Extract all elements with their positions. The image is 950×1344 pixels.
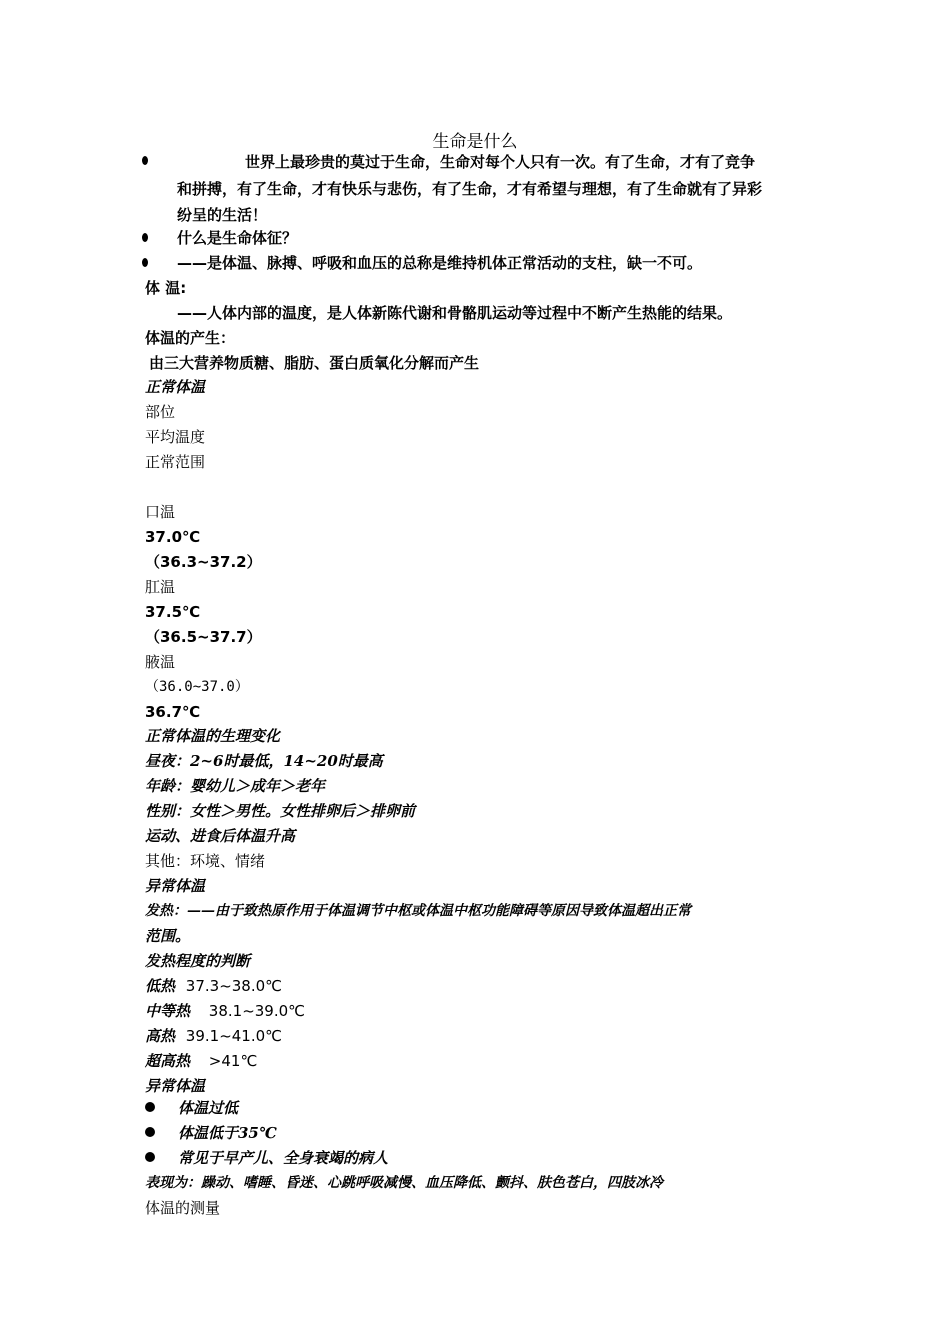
sex-variation: 性别：女性＞男性。女性排卵后＞排卵前	[145, 802, 416, 820]
hypothermia-item: 体温过低	[178, 1099, 239, 1117]
hypothermia-symptoms: 表现为：躁动、嗜睡、昏迷、心跳呼吸减慢、血压降低、颤抖、肤色苍白，四肢冰冷	[145, 1175, 663, 1191]
fever-definition-line-2: 范围。	[145, 927, 191, 945]
bullet-icon	[145, 1152, 155, 1162]
temp-production-text: 由三大营养物质糖、脂肪、蛋白质氧化分解而产生	[149, 354, 480, 372]
oral-average: 37.0℃	[145, 528, 201, 546]
fever-level-row	[145, 1001, 305, 1021]
fever-degree-heading: 发热程度的判断	[145, 952, 251, 970]
age-variation: 年龄：婴幼儿＞成年＞老年	[145, 777, 326, 795]
bullet-icon	[142, 156, 148, 165]
axillary-range: （36.0~37.0）	[145, 679, 249, 695]
axillary-average: 36.7℃	[145, 703, 201, 721]
intro-line-3: 纷呈的生活！	[177, 206, 268, 224]
fever-level-label: 高热	[145, 1027, 176, 1045]
temp-production-label: 体温的产生：	[145, 329, 236, 347]
other-variation: 其他：环境、情绪	[145, 852, 266, 870]
bullet-icon	[142, 258, 148, 267]
vital-signs-question: 什么是生命体征？	[177, 229, 298, 247]
rectal-range: （36.5~37.7）	[145, 628, 262, 646]
fever-level-value: 37.3~38.0℃	[185, 977, 283, 995]
fever-level-row	[145, 976, 282, 996]
fever-level-label: 中等热	[145, 1002, 191, 1020]
abnormal-temp-heading-2: 异常体温	[145, 1077, 206, 1095]
oral-range: （36.3~37.2）	[145, 553, 262, 571]
table-header-range: 正常范围	[145, 453, 206, 471]
fever-level-value: 38.1~39.0℃	[208, 1002, 306, 1020]
fever-level-label: 超高热	[145, 1052, 191, 1070]
fever-level-value: >41℃	[208, 1052, 258, 1070]
bullet-icon	[145, 1102, 155, 1112]
intro-line-1: 世界上最珍贵的莫过于生命，生命对每个人只有一次。有了生命，才有了竞争	[245, 153, 756, 171]
fever-level-row	[145, 1051, 257, 1071]
fever-level-value: 39.1~41.0℃	[185, 1027, 283, 1045]
intro-line-2: 和拼搏，有了生命，才有快乐与悲伤，有了生命，才有希望与理想，有了生命就有了异彩	[177, 180, 763, 198]
bullet-icon	[145, 1127, 155, 1137]
exercise-variation: 运动、进食后体温升高	[145, 827, 296, 845]
table-header-average: 平均温度	[145, 428, 206, 446]
day-night-variation: 昼夜：2~6时最低，14~20时最高	[145, 752, 383, 770]
rectal-site: 肛温	[145, 578, 176, 596]
abnormal-temp-heading: 异常体温	[145, 877, 206, 895]
fever-level-row	[145, 1026, 282, 1046]
vital-signs-answer: ——是体温、脉搏、呼吸和血压的总称是维持机体正常活动的支柱，缺一不可。	[177, 254, 703, 272]
axillary-site: 腋温	[145, 653, 176, 671]
page-title: 生命是什么	[432, 132, 518, 152]
hypothermia-item: 体温低于35℃	[178, 1124, 277, 1142]
fever-definition-line-1: 发热：——由于致热原作用于体温调节中枢或体温中枢功能障碍等原因导致体温超出正常	[145, 903, 691, 919]
oral-site: 口温	[145, 503, 176, 521]
bullet-icon	[142, 233, 148, 242]
fever-level-label: 低热	[145, 977, 176, 995]
body-temp-definition: ——人体内部的温度，是人体新陈代谢和骨骼肌运动等过程中不断产生热能的结果。	[177, 304, 733, 322]
body-temp-label: 体 温:	[145, 279, 187, 297]
hypothermia-item: 常见于早产儿、全身衰竭的病人	[178, 1149, 389, 1167]
table-header-site: 部位	[145, 403, 176, 421]
normal-temp-heading: 正常体温	[145, 378, 206, 396]
rectal-average: 37.5℃	[145, 603, 201, 621]
temp-measurement-heading: 体温的测量	[145, 1199, 221, 1217]
physiological-change-heading: 正常体温的生理变化	[145, 727, 281, 745]
